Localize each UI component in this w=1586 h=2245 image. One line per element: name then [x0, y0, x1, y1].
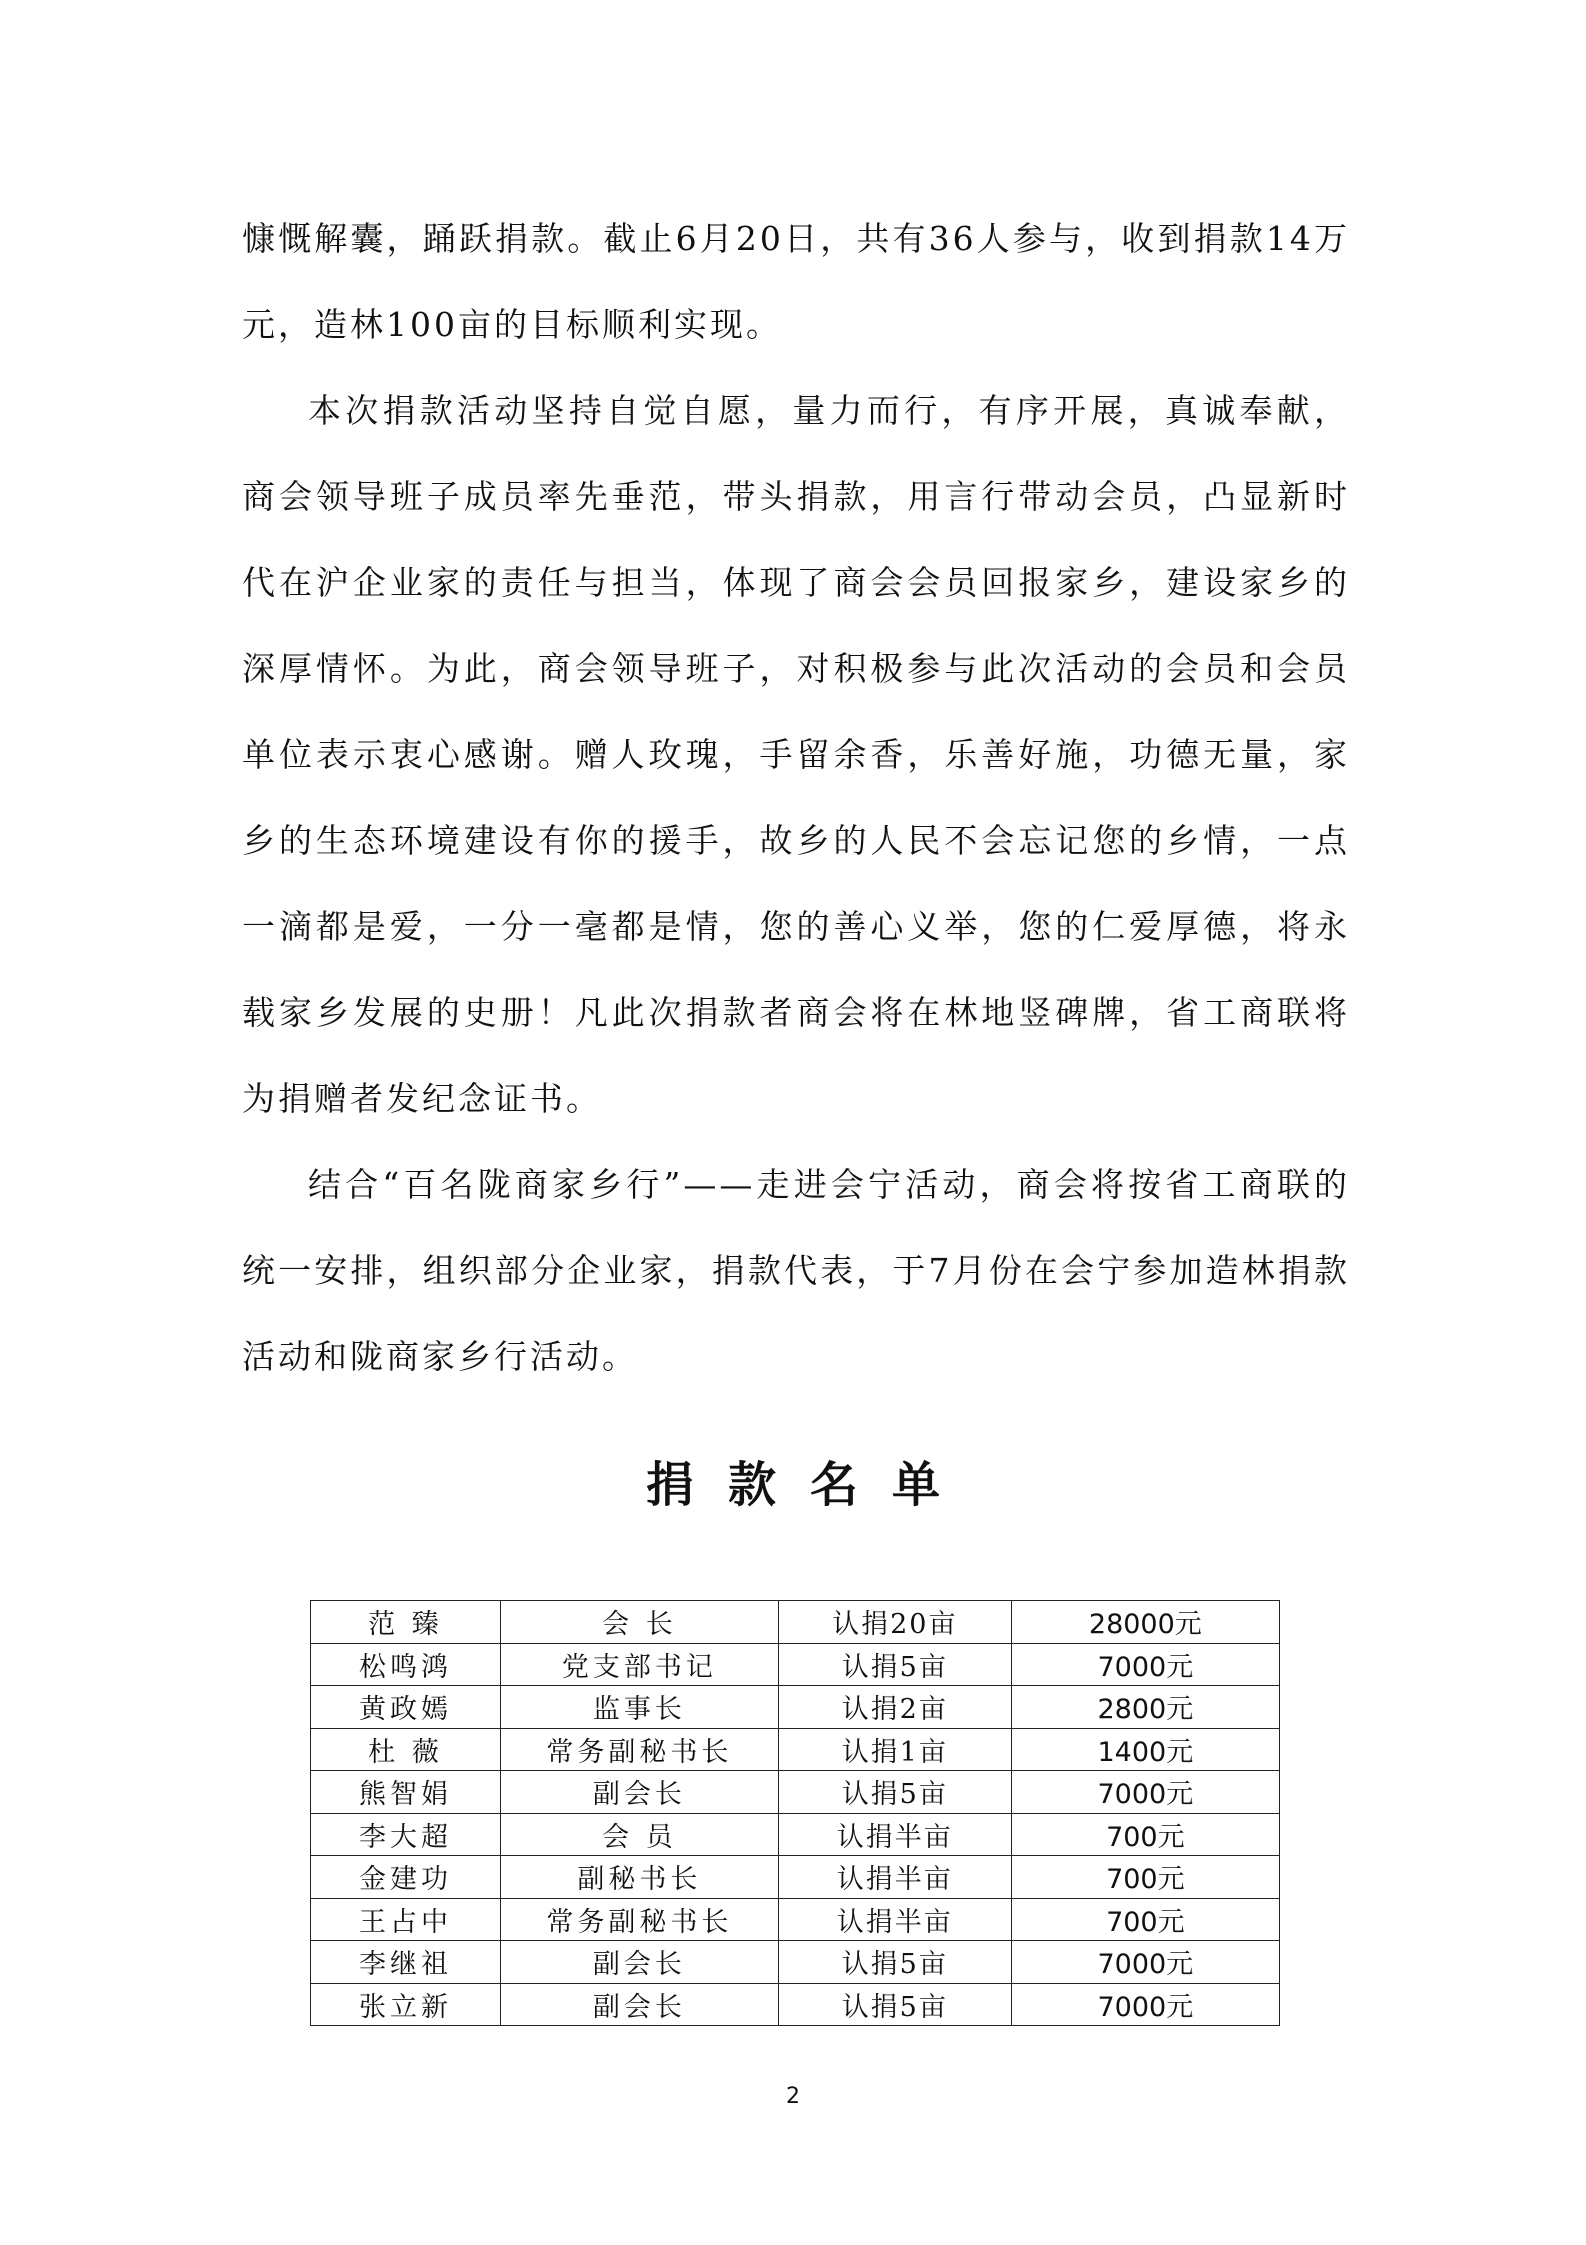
donor-role: 党支部书记 [500, 1643, 778, 1686]
donor-name: 范 臻 [311, 1601, 501, 1644]
donor-name: 黄政嫣 [311, 1686, 501, 1729]
donor-role: 副会长 [500, 1983, 778, 2026]
donor-pledge: 认捐20亩 [778, 1601, 1011, 1644]
paragraph-donation-activity: 本次捐款活动坚持自觉自愿，量力而行，有序开展，真诚奉献，商会领导班子成员率先垂范，带头捐款，用言行带动会员，凸显新时代在沪企业家的责任与担当，体现了商会会员回报家乡，建设家乡的深厚情怀。为此，商会领导班子，对积极参与此次活动的会员和会员单位表示衷心感谢。赠人玫瑰，手留余香，乐善好施，功德无量，家乡的生态环境建设有你的援手，故乡的人民不会忘记您的乡情，一点一滴都是爱，一分一毫都是情，您的善心义举，您的仁爱厚德，将永载家乡发展的史册！凡此次捐款者商会将在林地竖碑牌，省工商联将为捐赠者发纪念证书。 [242, 391, 1350, 1118]
table-row [311, 1898, 1280, 1941]
donor-name: 杜 薇 [311, 1728, 501, 1771]
table-row [311, 1813, 1280, 1856]
donor-amount: 7000元 [1011, 1771, 1279, 1814]
donor-amount: 7000元 [1011, 1941, 1279, 1984]
donor-role: 副会长 [500, 1771, 778, 1814]
donor-name: 张立新 [311, 1983, 501, 2026]
table-row [311, 1771, 1280, 1814]
table-row [311, 1983, 1280, 2026]
table-row [311, 1941, 1280, 1984]
donor-pledge: 认捐5亩 [778, 1643, 1011, 1686]
donor-name: 王占中 [311, 1898, 501, 1941]
donor-amount: 2800元 [1011, 1686, 1279, 1729]
donor-name: 松鸣鸿 [311, 1643, 501, 1686]
donor-pledge: 认捐半亩 [778, 1898, 1011, 1941]
paragraph-hometown-visit: 结合“百名陇商家乡行”——走进会宁活动，商会将按省工商联的统一安排，组织部分企业家，捐款代表，于7月份在会宁参加造林捐款活动和陇商家乡行活动。 [242, 1165, 1350, 1376]
donor-role: 会 员 [500, 1813, 778, 1856]
donor-amount: 700元 [1011, 1856, 1279, 1899]
donor-pledge: 认捐半亩 [778, 1856, 1011, 1899]
donor-amount: 700元 [1011, 1898, 1279, 1941]
donor-pledge: 认捐1亩 [778, 1728, 1011, 1771]
donor-name: 李继祖 [311, 1941, 501, 1984]
donor-amount: 28000元 [1011, 1601, 1279, 1644]
donor-pledge: 认捐5亩 [778, 1941, 1011, 1984]
donor-role: 副秘书长 [500, 1856, 778, 1899]
table-row [311, 1601, 1280, 1644]
donor-amount: 700元 [1011, 1813, 1279, 1856]
donor-pledge: 认捐5亩 [778, 1771, 1011, 1814]
donor-pledge: 认捐5亩 [778, 1983, 1011, 2026]
donation-table [310, 1600, 1280, 2026]
table-row [311, 1856, 1280, 1899]
donor-role: 会 长 [500, 1601, 778, 1644]
table-row [311, 1686, 1280, 1729]
donor-amount: 7000元 [1011, 1983, 1279, 2026]
table-row [311, 1643, 1280, 1686]
donor-role: 副会长 [500, 1941, 778, 1984]
donor-role: 常务副秘书长 [500, 1898, 778, 1941]
body-text [242, 196, 1350, 1400]
donor-pledge: 认捐2亩 [778, 1686, 1011, 1729]
table-row [311, 1728, 1280, 1771]
donor-name: 金建功 [311, 1856, 501, 1899]
paragraph-continuation: 慷慨解囊，踊跃捐款。截止6月20日，共有36人参与，收到捐款14万元，造林100亩的目标顺利实现。 [242, 219, 1350, 344]
donor-amount: 7000元 [1011, 1643, 1279, 1686]
donation-list-title: 捐款名单 [645, 1457, 974, 1513]
donor-amount: 1400元 [1011, 1728, 1279, 1771]
donor-name: 熊智娟 [311, 1771, 501, 1814]
donor-role: 监事长 [500, 1686, 778, 1729]
page-number: 2 [786, 2084, 800, 2109]
donor-role: 常务副秘书长 [500, 1728, 778, 1771]
donor-name: 李大超 [311, 1813, 501, 1856]
donor-pledge: 认捐半亩 [778, 1813, 1011, 1856]
